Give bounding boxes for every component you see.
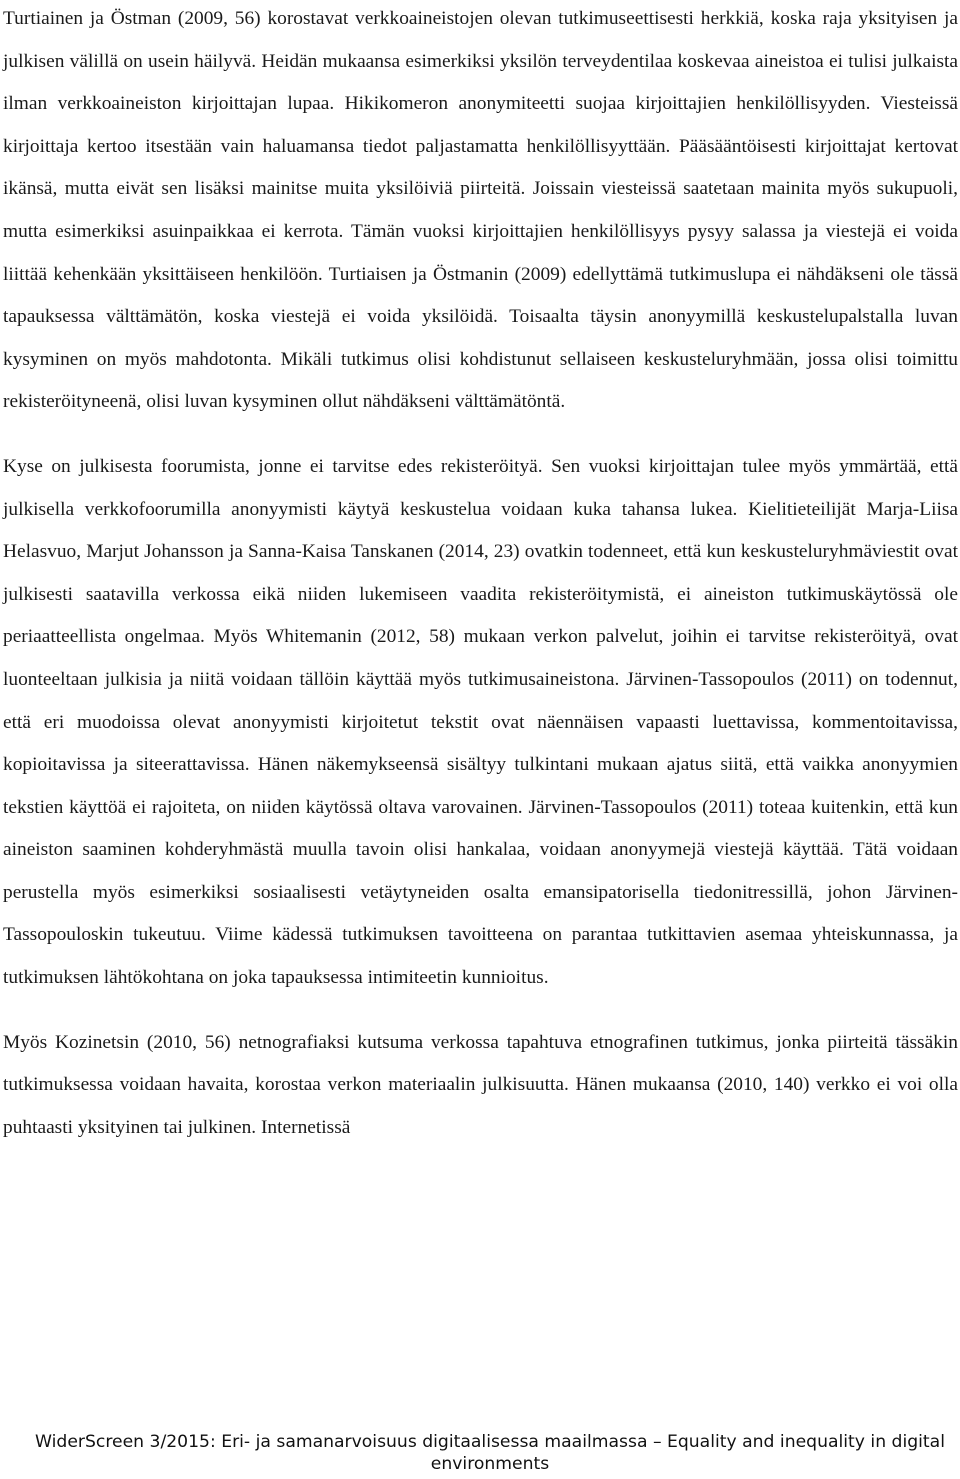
paragraph-kozinets: Myös Kozinetsin (2010, 56) netnografiaksi kutsuma verkossa tapahtuva etnografinen tutkimus, jonka piirteitä tässäkin tutkimuksessa voidaan havaita, korostaa verkon materiaalin julkisuutta. Hänen mukaansa (2010, 140) verkko ei voi olla puhtaasti yksityinen tai julkinen. Internetissä: [3, 1031, 958, 1138]
paragraph-public-forum: Kyse on julkisesta foorumista, jonne ei tarvitse edes rekisteröityä. Sen vuoksi kirjoittajan tulee myös ymmärtää, että julkisella verkkofoorumilla anonyymisti käytyä keskustelua voidaan kuka tahansa lukea. Kielitieteilijät Marja-Liisa Helasvuo, Marjut Johansson ja Sanna-Kaisa Tanskanen (2014, 23) ovatkin todenneet, että kun keskusteluryhmäviestit ovat julkisesti saatavilla verkossa eikä niiden lukemiseen vaadita rekisteröitymistä, ei aineiston tutkimuskäytössä ole periaatteellista ongelmaa. Myös Whitemanin (2012, 58) mukaan verkon palvelut, joihin ei tarvitse rekisteröityä, ovat luonteeltaan julkisia ja niitä voidaan tällöin käyttää myös tutkimusaineistona. Järvinen-Tassopoulos (2011) on todennut, että eri muodoissa olevat anonyymisti kirjoitetut tekstit ovat näennäisen vapaasti luettavissa, kommentoitavissa, kopioitavissa ja siteerattavissa. Hänen näkemykseensä sisältyy tulkintani mukaan ajatus siitä, että vaikka anonyymien tekstien käyttöä ei rajoiteta, on niiden käytössä oltava varovainen. Järvinen-Tassopoulos (2011) toteaa kuitenkin, että kun aineiston saaminen kohderyhmästä muulla tavoin olisi hankalaa, voidaan anonyymejä viestejä käyttää. Tätä voidaan perustella myös esimerkiksi sosiaalisesti vetäytyneiden osalta emansipatorisella tiedonitressillä, johon Järvinen-Tassopouloskin tukeutuu. Viime kädessä tutkimuksen tavoitteena on parantaa tutkittavien asemaa yhteiskunnassa, ja tutkimuksen lähtökohtana on joka tapauksessa intimiteetin kunnioitus.: [3, 455, 958, 989]
page-footer: WiderScreen 3/2015: Eri- ja samanarvoisuus digitaalisessa maailmassa – Equality and inequality in digital environments: [35, 1432, 945, 1474]
body-text: [3, 0, 958, 1149]
paragraph-ethics-turtiainen: Turtiainen ja Östman (2009, 56) korostavat verkkoaineistojen olevan tutkimuseettisesti herkkiä, koska raja yksityisen ja julkisen välillä on usein häilyvä. Heidän mukaansa esimerkiksi yksilön terveydentilaa koskevaa aineistoa ei tulisi julkaista ilman verkkoaineiston kirjoittajan lupaa. Hikikomeron anonymiteetti suojaa kirjoittajien henkilöllisyyden. Viesteissä kirjoittaja kertoo itsestään vain haluamansa tiedot paljastamatta henkilöllisyyttään. Pääsääntöisesti kirjoittajat kertovat ikänsä, mutta eivät sen lisäksi mainitse muita yksilöiviä piirteitä. Joissain viesteissä saatetaan mainita myös sukupuoli, mutta esimerkiksi asuinpaikkaa ei kerrota. Tämän vuoksi kirjoittajien henkilöllisyys pysyy salassa ja viestejä ei voida liittää kehenkään yksittäiseen henkilöön. Turtiaisen ja Östmanin (2009) edellyttämä tutkimuslupa ei nähdäkseni ole tässä tapauksessa välttämätön, koska viestejä ei voida yksilöidä. Toisaalta täysin anonyymillä keskustelupalstalla luvan kysyminen on myös mahdotonta. Mikäli tutkimus olisi kohdistunut sellaiseen keskusteluryhmään, jossa olisi toimittu rekisteröityneenä, olisi luvan kysyminen ollut nähdäkseni välttämätöntä.: [3, 8, 958, 413]
